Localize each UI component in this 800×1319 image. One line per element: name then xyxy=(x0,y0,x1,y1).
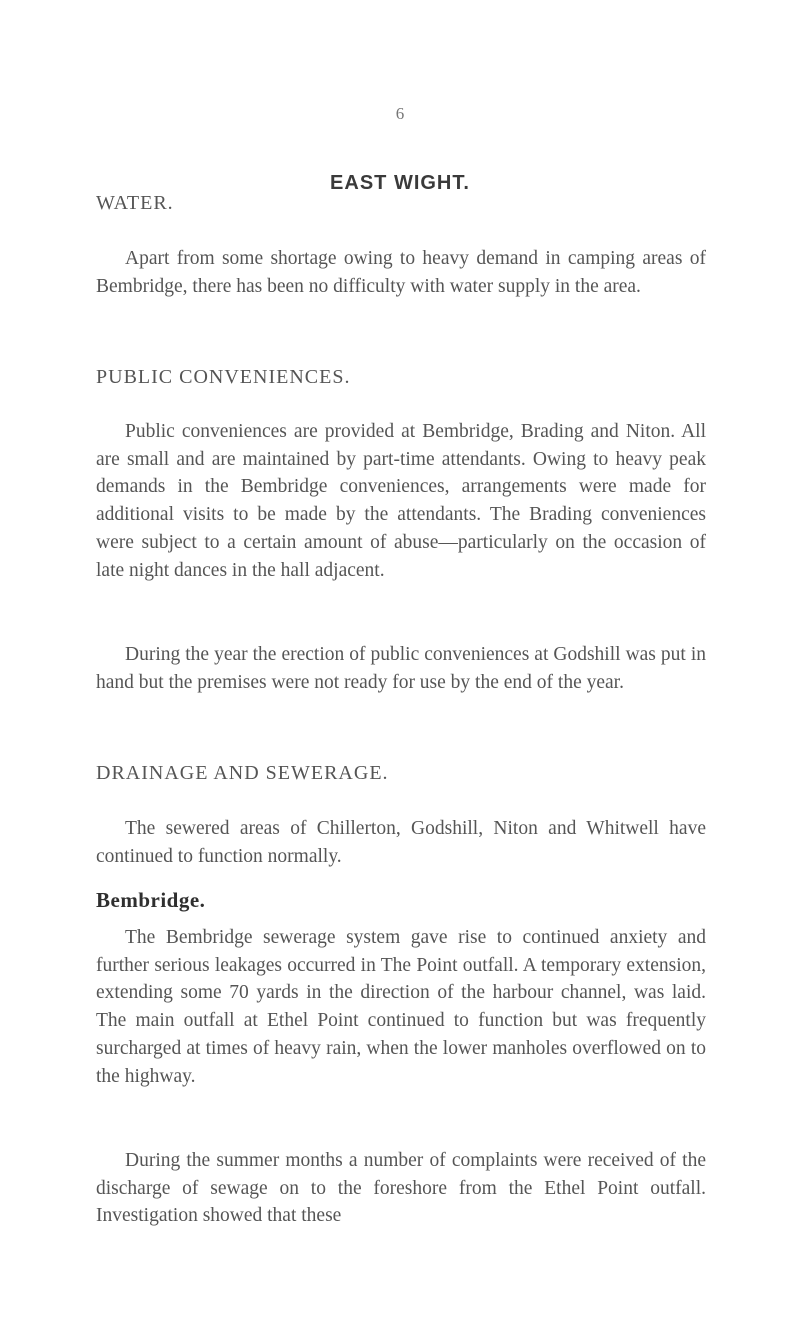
section-heading-public-conveniences: PUBLIC CONVENIENCES. xyxy=(96,366,351,388)
paragraph-bembridge-1: The Bembridge sewerage system gave rise to continued anxiety and further serious leakages occurred in The Point outfall. A temporary extension, extending some 70 yards in the direction of the harbour channel, was laid. The main outfall at Ethel Point continued to function but was frequently surcharged at times of heavy rain, when the lower manholes overflowed on to the highway. xyxy=(96,927,706,1087)
paragraph-public-conveniences-1: Public conveniences are provided at Bembridge, Brading and Niton. All are small and are maintained by part-time attendants. Owing to heavy peak demands in the Bembridge conveniences, arrangements were made for additional visits to be made by the attendants. The Brading conveniences were subject to a certain amount of abuse—particularly on the occasion of late night dances in the hall adjacent. xyxy=(96,421,706,581)
paragraph-public-conveniences-2: During the year the erection of public conveniences at Godshill was put in hand but the premises were not ready for use by the end of the year. xyxy=(96,644,706,693)
paragraph-bembridge-2: During the summer months a number of complaints were received of the discharge of sewage on to the foreshore from the Ethel Point outfall. Investigation showed that these xyxy=(96,1150,706,1227)
paragraph-drainage-1: The sewered areas of Chillerton, Godshill, Niton and Whitwell have continued to function normally. xyxy=(96,818,706,867)
section-heading-water: WATER. xyxy=(96,192,174,214)
subheading-bembridge: Bembridge. xyxy=(96,888,206,912)
page-number: 6 xyxy=(395,104,405,123)
document-title: EAST WIGHT. xyxy=(330,172,470,194)
section-heading-drainage: DRAINAGE AND SEWERAGE. xyxy=(96,762,389,784)
paragraph-water-1: Apart from some shortage owing to heavy demand in camping areas of Bembridge, there has been no difficulty with water supply in the area. xyxy=(96,248,706,297)
